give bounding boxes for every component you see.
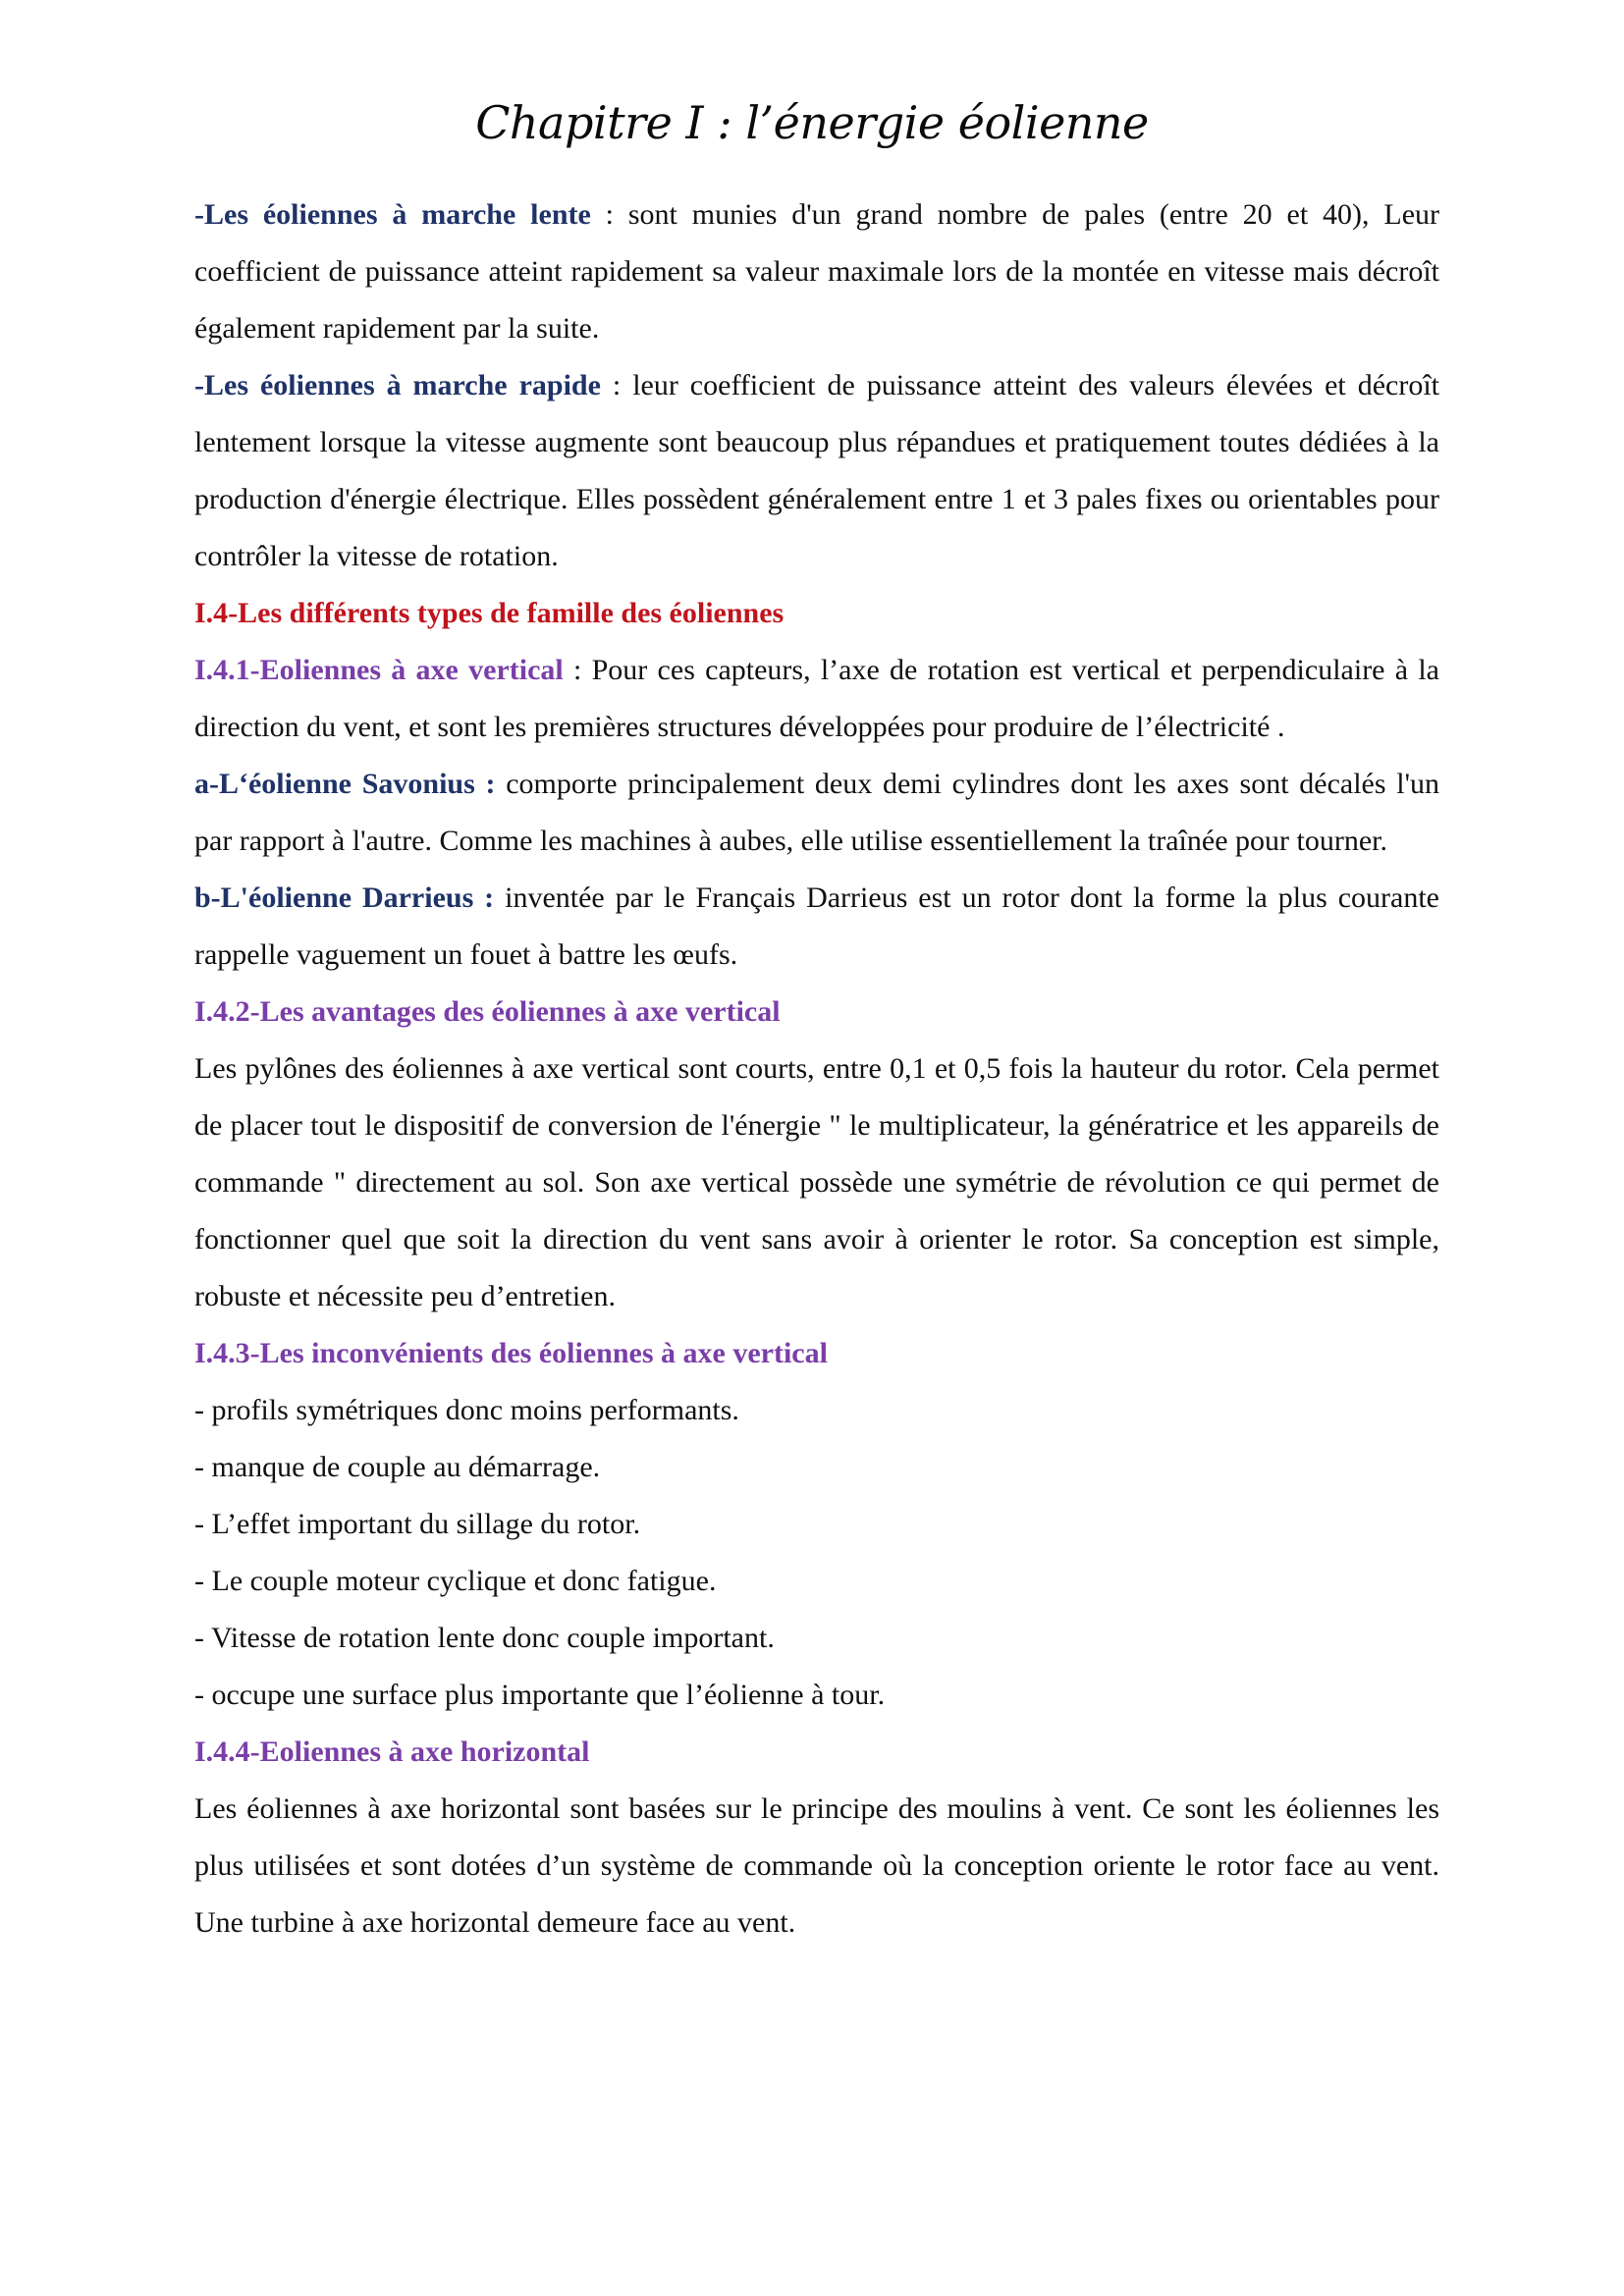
list-item: - Vitesse de rotation lente donc couple important. bbox=[194, 1622, 775, 1654]
paragraph-savonius bbox=[194, 756, 1439, 870]
paragraph-slow-turbines bbox=[194, 187, 1439, 357]
paragraph-vertical-axis bbox=[194, 642, 1439, 756]
list-item: - occupe une surface plus importante que l’éolienne à tour. bbox=[194, 1679, 886, 1711]
paragraph-horizontal-axis: Les éoliennes à axe horizontal sont basées sur le principe des moulins à vent. Ce sont les éoliennes les plus utilisées et sont dotées d’un système de commande où la conception oriente le rotor face au vent. Une turbine à axe horizontal demeure face au vent. bbox=[194, 1792, 1439, 1939]
heading-i44: I.4.4-Eoliennes à axe horizontal bbox=[194, 1735, 590, 1768]
label-savonius: a-L‘éolienne Savonius : bbox=[194, 768, 496, 800]
label-slow-turbines: -Les éoliennes à marche lente bbox=[194, 198, 591, 231]
text-fast-turbines: : leur coefficient de puissance atteint des valeurs élevées et décroît lentement lorsque la vitesse augmente sont beaucoup plus répandues et pratiquement toutes dédiées à la production d'énergie électrique. Elles possèdent généralement entre 1 et 3 pales fixes ou orientables pour contrôler la vitesse de rotation. bbox=[194, 369, 1439, 572]
list-item: - L’effet important du sillage du rotor. bbox=[194, 1508, 641, 1540]
list-item: - Le couple moteur cyclique et donc fatigue. bbox=[194, 1565, 717, 1597]
page-body bbox=[194, 187, 1439, 1951]
chapter-title: Chapitre I : l’énergie éolienne bbox=[475, 96, 1149, 149]
list-item: - profils symétriques donc moins performants. bbox=[194, 1394, 739, 1426]
list-item: - manque de couple au démarrage. bbox=[194, 1451, 601, 1483]
heading-i42: I.4.2-Les avantages des éoliennes à axe vertical bbox=[194, 995, 781, 1028]
text-slow-turbines: : sont munies d'un grand nombre de pales (entre 20 et 40), Leur coefficient de puissance atteint rapidement sa valeur maximale lors de la montée en vitesse mais décroît également rapidement par la suite. bbox=[194, 198, 1440, 345]
text-darrieus: inventée par le Français Darrieus est un rotor dont la forme la plus courante rappelle vaguement un fouet à battre les œufs. bbox=[194, 881, 1439, 971]
label-darrieus: b-L'éolienne Darrieus : bbox=[194, 881, 495, 914]
label-i41: I.4.1-Eoliennes à axe vertical bbox=[194, 654, 564, 686]
heading-i43: I.4.3-Les inconvénients des éoliennes à axe vertical bbox=[194, 1337, 828, 1369]
label-fast-turbines: -Les éoliennes à marche rapide bbox=[194, 369, 601, 401]
heading-i4: I.4-Les différents types de famille des éoliennes bbox=[194, 597, 785, 629]
text-savonius: comporte principalement deux demi cylindres dont les axes sont décalés l'un par rapport à l'autre. Comme les machines à aubes, elle utilise essentiellement la traînée pour tourner. bbox=[194, 768, 1439, 857]
disadvantages-list bbox=[194, 1382, 1439, 1724]
paragraph-darrieus bbox=[194, 870, 1439, 984]
paragraph-fast-turbines bbox=[194, 357, 1439, 585]
text-i41: : Pour ces capteurs, l’axe de rotation est vertical et perpendiculaire à la direction du vent, et sont les premières structures développées pour produire de l’électricité . bbox=[194, 654, 1439, 743]
paragraph-advantages: Les pylônes des éoliennes à axe vertical sont courts, entre 0,1 et 0,5 fois la hauteur du rotor. Cela permet de placer tout le dispositif de conversion de l'énergie " le multiplicateur, la génératrice et les appareils de commande " directement au sol. Son axe vertical possède une symétrie de révolution ce qui permet de fonctionner quel que soit la direction du vent sans avoir à orienter le rotor. Sa conception est simple, robuste et nécessite peu d’entretien. bbox=[194, 1052, 1439, 1312]
